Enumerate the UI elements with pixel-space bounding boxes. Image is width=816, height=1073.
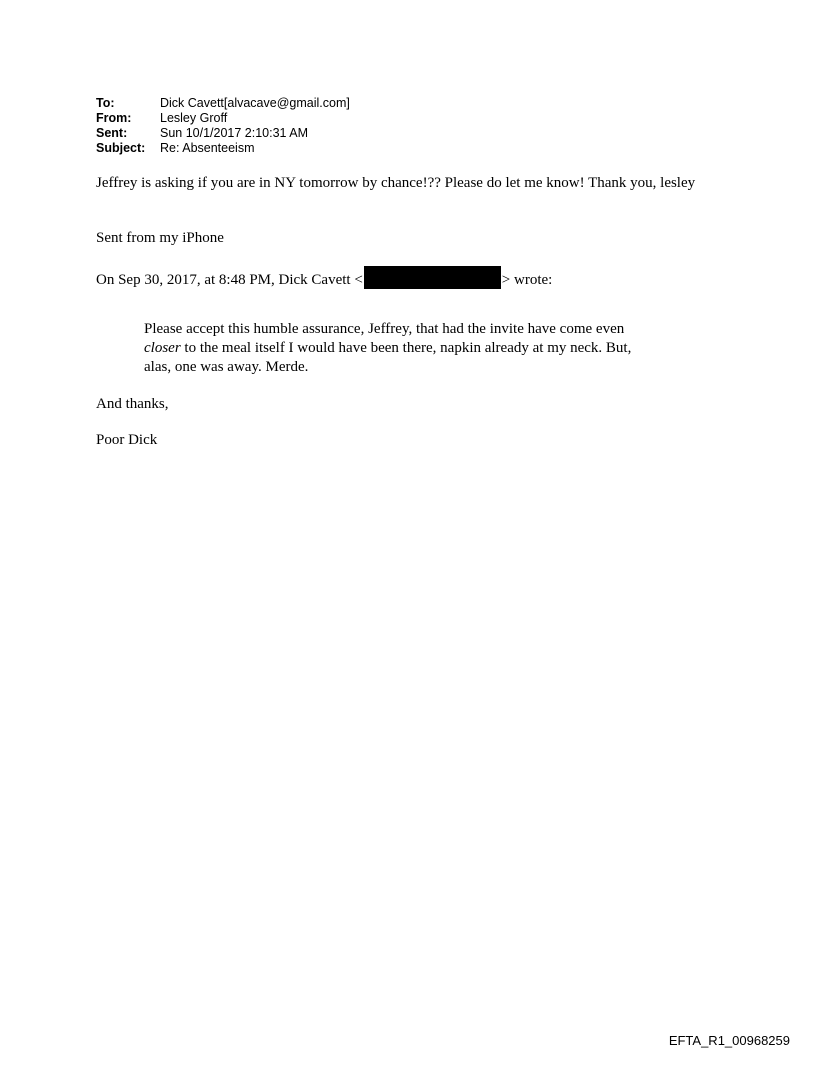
- subject-label: Subject:: [96, 141, 146, 155]
- quoted-line-2: [144, 339, 631, 358]
- quoted-line-3: alas, one was away. Merde.: [144, 359, 309, 375]
- header-subject-row: [96, 141, 350, 156]
- from-value: Lesley Groff: [160, 111, 228, 125]
- document-id: EFTA_R1_00968259: [668, 1033, 790, 1048]
- to-label: To:: [96, 96, 115, 110]
- signature-line: Sent from my iPhone: [96, 230, 224, 246]
- header-sent-row: [96, 126, 350, 141]
- quoted-line-2-rest: to the meal itself I would have been there, napkin already at my neck. But,: [180, 340, 632, 356]
- sent-label: Sent:: [96, 126, 128, 140]
- from-label: From:: [96, 111, 132, 125]
- header-from-row: [96, 111, 350, 126]
- quoted-intro-after: > wrote:: [501, 272, 553, 288]
- message-body: Jeffrey is asking if you are in NY tomorrow by chance!?? Please do let me know! Thank you, lesley: [96, 175, 696, 191]
- quoted-message: [144, 320, 631, 377]
- quoted-intro-before: On Sep 30, 2017, at 8:48 PM, Dick Cavett <: [96, 272, 363, 288]
- email-header: [96, 96, 350, 156]
- quoted-intro: [96, 266, 552, 290]
- quoted-italic-word: closer: [144, 340, 181, 356]
- subject-value: Re: Absenteeism: [160, 141, 255, 155]
- closing-thanks: And thanks,: [96, 396, 169, 412]
- redaction-box: [364, 266, 501, 289]
- sent-value: Sun 10/1/2017 2:10:31 AM: [160, 126, 309, 140]
- header-to-row: [96, 96, 350, 111]
- quoted-line-1: Please accept this humble assurance, Jeffrey, that had the invite have come even: [144, 321, 625, 337]
- to-value: Dick Cavett[alvacave@gmail.com]: [160, 96, 350, 110]
- closing-signature: Poor Dick: [96, 432, 158, 448]
